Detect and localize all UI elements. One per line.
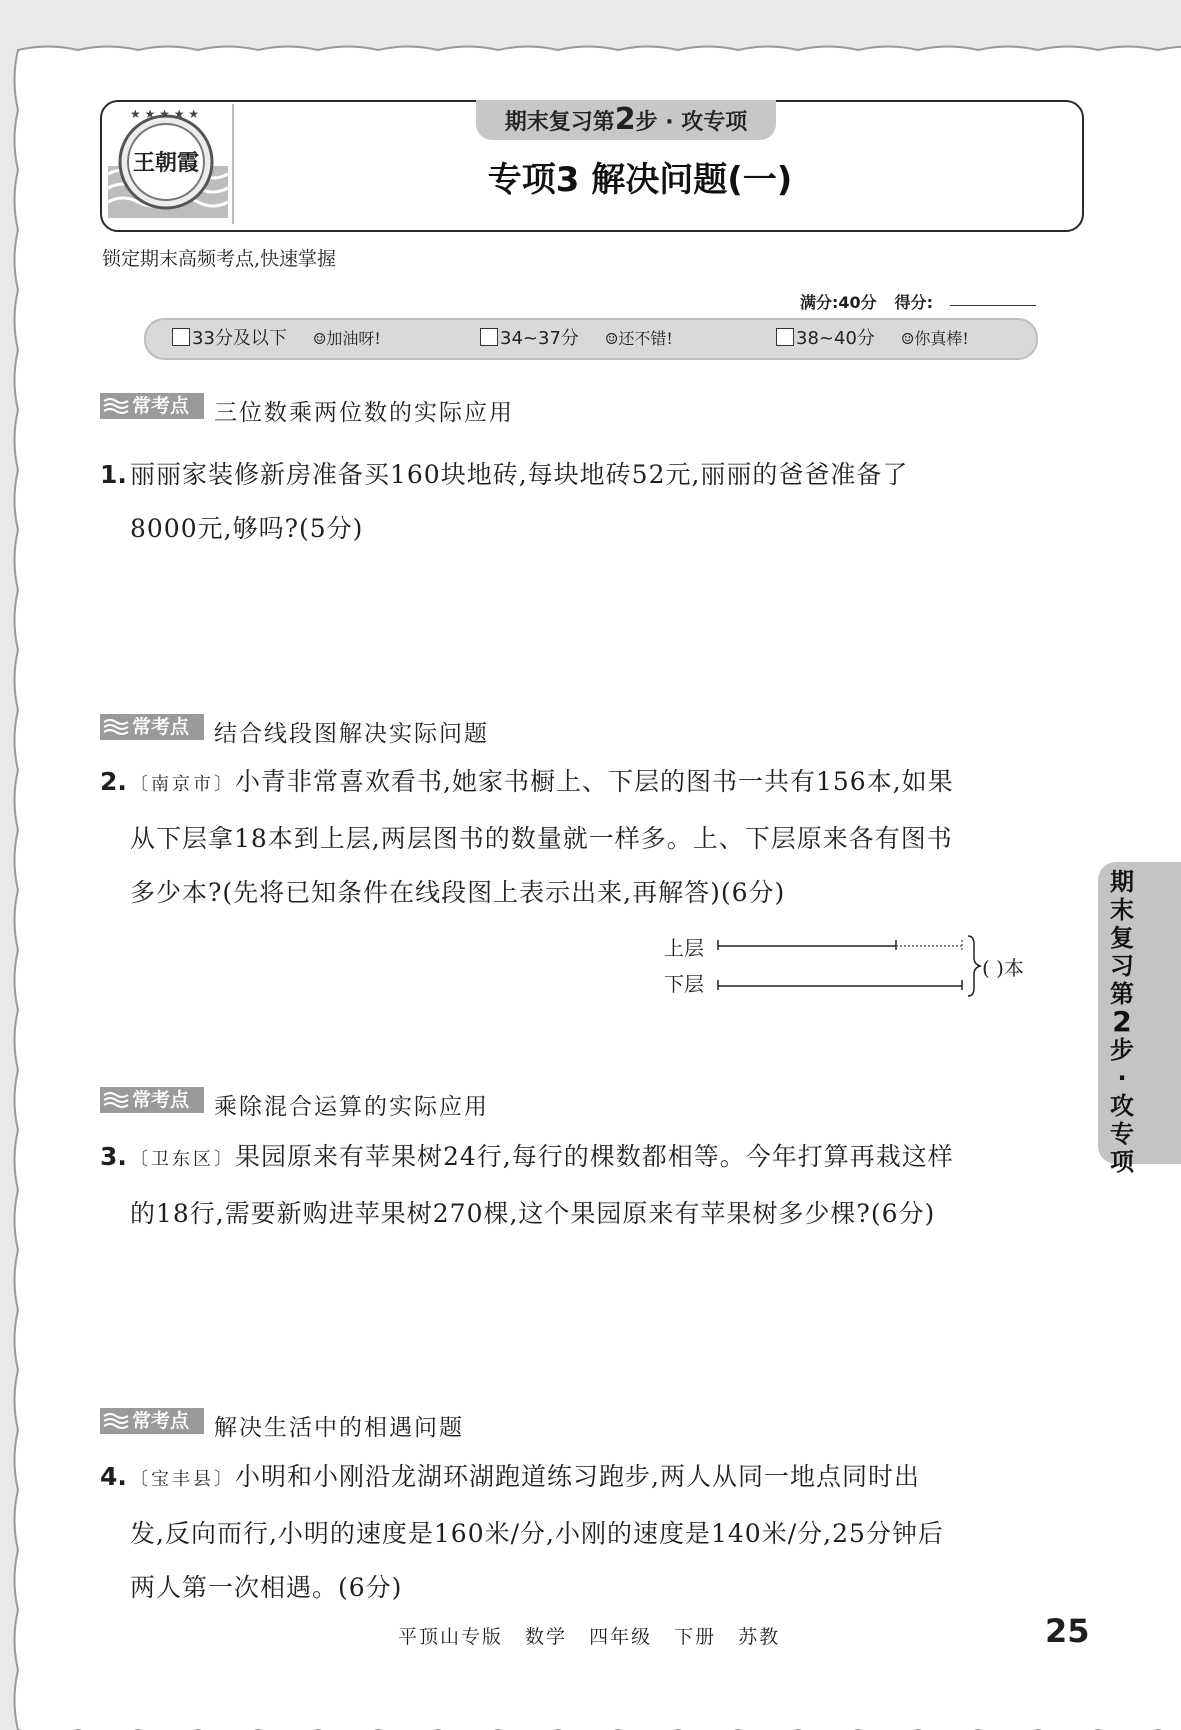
smiley-icon: ☺ bbox=[312, 330, 327, 348]
topic-heading: 常考点 结合线段图解决实际问题 bbox=[100, 714, 489, 744]
score-label: 得分: bbox=[894, 293, 934, 312]
topic-heading: 常考点 三位数乘两位数的实际应用 bbox=[100, 393, 514, 423]
logo-divider bbox=[232, 104, 234, 224]
step-banner: 期末复习第2步 · 攻专项 bbox=[476, 100, 776, 140]
question-number: 3. bbox=[100, 1142, 127, 1171]
key-point-badge: 常考点 bbox=[100, 1087, 204, 1113]
smiley-icon: ☺ bbox=[604, 330, 619, 348]
key-point-badge: 常考点 bbox=[100, 1408, 204, 1434]
rating-item[interactable]: 38~40分 ☺你真棒! bbox=[776, 322, 969, 356]
question-text: 〔卫东区〕果园原来有苹果树24行,每行的棵数都相等。今年打算再栽这样 的18行,需要新购进苹果树270棵,这个果园原来有苹果树多少棵?(6分) bbox=[130, 1142, 954, 1228]
topic-heading: 常考点 乘除混合运算的实际应用 bbox=[100, 1087, 489, 1117]
rating-item[interactable]: 34~37分 ☺还不错! bbox=[480, 322, 673, 356]
question-number: 4. bbox=[100, 1462, 127, 1491]
question-text: 丽丽家装修新房准备买160块地砖,每块地砖52元,丽丽的爸爸准备了 8000元,够吗?(5分) bbox=[130, 460, 909, 543]
location-tag: 〔南京市〕 bbox=[130, 774, 235, 795]
question-number: 1. bbox=[100, 460, 127, 489]
upper-label: 上层 bbox=[664, 936, 704, 960]
key-point-badge: 常考点 bbox=[100, 393, 204, 419]
side-tab-text: 期 末 复 习 第 2 步 · 攻 专 项 bbox=[1110, 868, 1134, 1176]
line-segment-diagram bbox=[712, 930, 982, 1000]
location-tag: 〔卫东区〕 bbox=[130, 1149, 235, 1170]
lower-label: 下层 bbox=[664, 972, 704, 996]
rating-item[interactable]: 33分及以下 ☺加油呀! bbox=[172, 322, 381, 356]
score-blank[interactable] bbox=[950, 305, 1036, 306]
checkbox[interactable] bbox=[776, 328, 794, 346]
svg-text:★ ★ ★ ★ ★: ★ ★ ★ ★ ★ bbox=[130, 107, 200, 121]
checkbox[interactable] bbox=[172, 328, 190, 346]
page-title: 专项3 解决问题(一) bbox=[487, 160, 793, 200]
full-score: 满分:40分 bbox=[800, 293, 877, 312]
subtitle: 锁定期末高频考点,快速掌握 bbox=[102, 248, 337, 270]
question-text: 〔宝丰县〕小明和小刚沿龙湖环湖跑道练习跑步,两人从同一地点同时出 发,反向而行,小明的速度是160米/分,小刚的速度是140米/分,25分钟后 两人第一次相遇。(6分) bbox=[130, 1462, 944, 1602]
topic-heading: 常考点 解决生活中的相遇问题 bbox=[100, 1408, 464, 1438]
question-text: 〔南京市〕小青非常喜欢看书,她家书橱上、下层的图书一共有156本,如果 从下层拿18本到上层,两层图书的数量就一样多。上、下层原来各有图书 多少本?(先将已知条件在线段图上表示出来,再解答)(6分) bbox=[130, 767, 954, 907]
checkbox[interactable] bbox=[480, 328, 498, 346]
question-number: 2. bbox=[100, 767, 127, 796]
logo-seal bbox=[104, 104, 232, 224]
answer-blank[interactable]: ( )本 bbox=[982, 956, 1024, 980]
logo-text: 王朝霞 bbox=[132, 150, 200, 176]
location-tag: 〔宝丰县〕 bbox=[130, 1469, 235, 1490]
footer-info: 平顶山专版 数学 四年级 下册 苏教 bbox=[398, 1626, 781, 1648]
page-number: 25 bbox=[1045, 1612, 1090, 1650]
score-area bbox=[800, 290, 933, 313]
key-point-badge: 常考点 bbox=[100, 714, 204, 740]
smiley-icon: ☺ bbox=[900, 330, 915, 348]
